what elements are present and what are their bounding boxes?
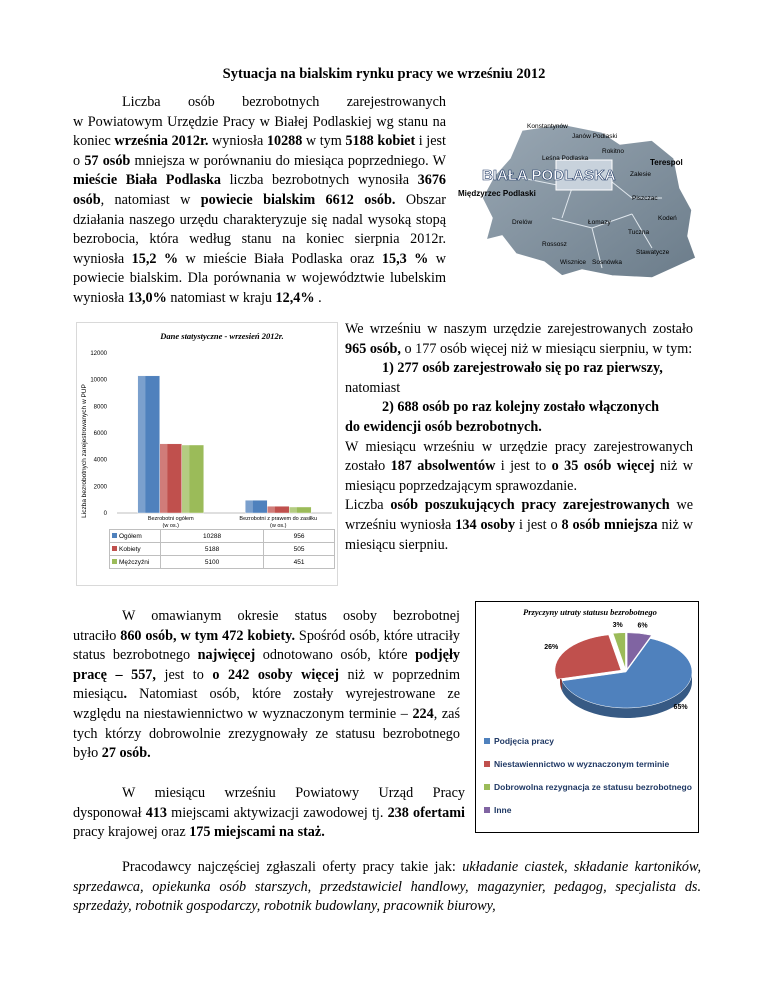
legend-cell: [110, 556, 161, 569]
status-first-line: W omawianym okresie status osoby bezrobotnej: [122, 608, 460, 624]
legend-swatch: [484, 738, 490, 744]
map-place-label: Piszczac: [632, 195, 658, 202]
page-title: Sytuacja na bialskim rynku pracy we wrześniu 2012: [222, 66, 546, 82]
map-place-label: Łomazy: [588, 219, 611, 226]
map-place-label: Leśna Podlaska: [542, 155, 589, 162]
legend-label: Dobrowolna rezygnacja ze statusu bezrobotnego: [494, 782, 692, 792]
pie-data-label: 6%: [637, 622, 648, 630]
y-tick-label: 10000: [90, 377, 107, 384]
legend-label: Ogółem: [119, 532, 142, 540]
status-paragraph: W omawianym okresie status osoby bezrobotnej utraciło 860 osób, w tym 472 kobiety. Spośród osób, które utraciły status bezrobotnego najwięcej odnotowano osób, które podjęły pracę – 557, jest to o 242 osoby więcej niż w poprzednim miesiącu. Natomiast osób, które zostały wyrejestrowane ze względu na niestawiennictwo w wyznaczonym terminie – 224, zaś tych którzy dobrowolnie zrezygnowały ze statusu bezrobotnego było 27 osób.: [73, 608, 460, 762]
table-row: [110, 530, 335, 543]
chart-title: Dane statystyczne - wrzesień 2012r.: [160, 331, 284, 341]
table-cell: 5100: [161, 556, 264, 569]
legend-swatch: [112, 533, 117, 538]
job-seekers-paragraph: Liczba osób poszukujących pracy zarejestrowanych we wrześniu wyniosła 134 osoby i jest o 8 osób mniejsza niż w miesiącu sierpniu.: [345, 497, 693, 553]
map-place-label: Zalesie: [630, 171, 651, 178]
map-place-label: Tuczna: [628, 229, 650, 236]
intro-first-line: Liczba osób bezrobotnych zarejestrowanych: [122, 94, 446, 110]
map-place-label: Drelów: [512, 219, 533, 226]
legend-swatch: [484, 761, 490, 767]
legend-label: Podjęcia pracy: [494, 736, 555, 746]
table-cell: 5188: [161, 543, 264, 556]
table-cell: 451: [264, 556, 335, 569]
x-tick-label: Bezrobotni z prawem do zasiłku: [239, 516, 318, 522]
x-tick-label: (w os.): [162, 523, 179, 529]
table-cell: 10288: [161, 530, 264, 543]
employers-paragraph: Pracodawcy najczęściej zgłaszali oferty pracy takie jak: układanie ciastek, składanie kartoników, sprzedawca, opiekunka osób starszych, przedstawiciel handlowy, magazynier, pedagog, specjalista ds. sprzedaży, robotnik gospodarczy, robotnik budowlany, pracownik biurowy,: [73, 859, 701, 915]
map-place-label: Wisznice: [560, 259, 587, 266]
legend-swatch: [484, 807, 490, 813]
pie-slice: [555, 635, 621, 679]
map-place-label: Terespol: [650, 158, 683, 167]
legend-swatch: [112, 559, 117, 564]
table-row: [110, 556, 335, 569]
pie-data-label: 26%: [544, 644, 559, 652]
map-place-label: Rossosz: [542, 241, 567, 248]
y-tick-label: 6000: [93, 431, 107, 437]
chart-data-table: [109, 529, 335, 569]
map-graphic: [452, 118, 702, 288]
legend-swatch: [112, 546, 117, 551]
pie-chart-svg: [476, 602, 698, 832]
x-tick-label: (w os.): [270, 523, 287, 529]
table-cell: 505: [264, 543, 335, 556]
y-tick-label: 8000: [93, 404, 107, 411]
chart-y-axis-label: Liczba bezrobotnych zarejestrowanych w PUP: [81, 384, 88, 518]
map-place-label: Międzyrzec Podlaski: [458, 189, 536, 198]
y-tick-label: 4000: [93, 457, 107, 464]
list-item-continuation: do ewidencji osób bezrobotnych.: [345, 418, 542, 435]
region-map: [452, 118, 702, 288]
map-main-label: BIAŁA PODLASKA: [482, 167, 616, 184]
offers-first-line: W miesiącu wrześniu Powiatowy Urząd Pracy: [122, 785, 465, 801]
map-place-label: Kodeń: [658, 215, 677, 222]
map-place-label: Konstantynów: [527, 123, 568, 130]
pie-data-label: 65%: [673, 703, 688, 711]
map-place-label: Stawatycze: [636, 249, 670, 256]
y-tick-label: 12000: [90, 351, 107, 357]
offers-paragraph: W miesiącu wrześniu Powiatowy Urząd Pracy dysponował 413 miejscami aktywizacji zawodowej tj. 238 ofertami pracy krajowej oraz 175 miejscami na staż.: [73, 785, 465, 841]
x-tick-label: Bezrobotni ogółem: [147, 516, 194, 522]
legend-label: Mężczyźni: [119, 558, 150, 566]
pie-title: Przyczyny utraty statusu bezrobotnego: [523, 607, 657, 617]
table-cell: 956: [264, 530, 335, 543]
bar-highlight: [267, 506, 275, 513]
legend-label: Inne: [494, 805, 512, 815]
pie-data-label: 3%: [612, 621, 623, 629]
table-row: [110, 543, 335, 556]
bar-highlight: [138, 376, 146, 513]
legend-swatch: [484, 784, 490, 790]
y-tick-label: 0: [103, 511, 107, 517]
pie-chart: [475, 601, 699, 833]
bar-highlight: [289, 507, 297, 513]
map-place-label: Sosnówka: [592, 259, 622, 266]
map-place-label: Rokitno: [602, 148, 625, 155]
list-item-continuation: natomiast: [345, 379, 401, 396]
bar-chart: [76, 322, 338, 586]
legend-cell: [110, 543, 161, 556]
bar-highlight: [245, 500, 253, 513]
legend-label: Kobiety: [119, 545, 141, 553]
intro-paragraph: [73, 93, 446, 309]
list-item: 2) 688 osób po raz kolejny zostało włączonych: [382, 399, 660, 416]
intro-body: w Powiatowym Urzędzie Pracy w Białej Podlaskiej wg stanu na koniec września 2012r. wyniosła 10288 w tym 5188 kobiet i jest o 57 osób mniejsza w porównaniu do miesiąca poprzedniego. W mieście Biała Podlaska liczba bezrobotnych wynosiła 3676 osób, natomiast w powiecie bialskim 6612 osób. Obszar działania naszego urzędu charakteryzuje się nadal wysoką stopą bezrobocia, która według stanu na koniec sierpnia 2012r. wyniosła 15,2 % w mieście Biała Podlaska oraz 15,3 % w powiecie bialskim. Dla porównania w województwie lubelskim wyniosła 13,0% natomiast w kraju 12,4% .: [73, 113, 447, 306]
list-item: 1) 277 osób zarejestrowało się po raz pierwszy,: [382, 360, 663, 377]
legend-label: Niestawiennictwo w wyznaczonym terminie: [494, 759, 670, 769]
y-tick-label: 2000: [93, 484, 107, 491]
bar-highlight: [182, 445, 190, 513]
registration-paragraph: We wrześniu w naszym urzędzie zarejestrowanych zostało 965 osób, o 177 osób więcej niż w miesiącu sierpniu, w tym: 1) 277 osób zarejestrowało się po raz pierwszy, natomiast 2) 688 osób po raz kolejny zostało włączonych do ewidencji osób bezrobotnych. W miesiącu wrześniu w urzędzie pracy zarejestrowanych zostało 187 absolwentów i jest to o 35 osób więcej niż w miesiącu poprzedzającym sprawozdanie. Liczba osób poszukujących pracy zarejestrowanych we wrześniu wyniosła 134 osoby i jest o 8 osób mniejsza niż w miesiącu sierpniu.: [345, 320, 693, 555]
bar-highlight: [160, 444, 168, 513]
map-place-label: Janów Podlaski: [572, 133, 618, 140]
legend-cell: [110, 530, 161, 543]
graduates-paragraph: W miesiącu wrześniu w urzędzie pracy zarejestrowanych zostało 187 absolwentów i jest to o 35 osób więcej niż w miesiącu poprzedzającym sprawozdanie.: [345, 438, 693, 494]
